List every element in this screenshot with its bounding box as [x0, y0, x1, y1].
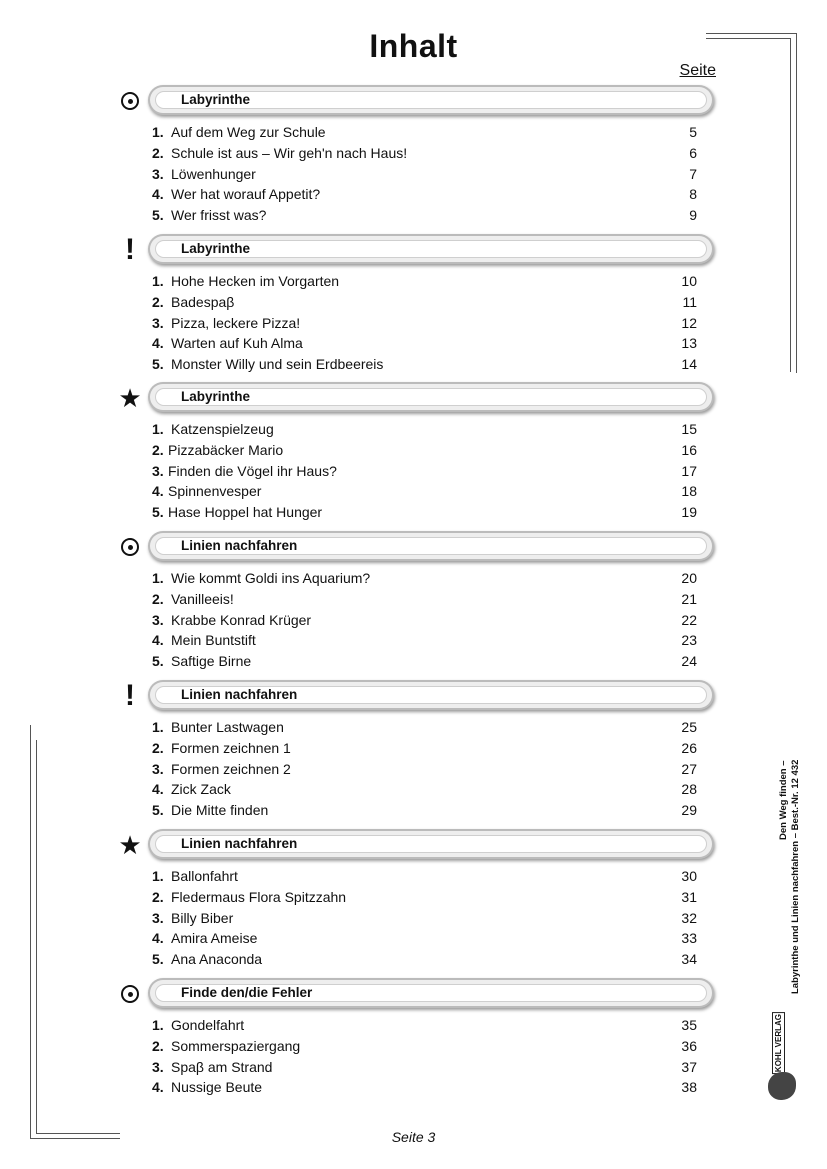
toc-items [152, 419, 697, 522]
entry-title: Fledermaus Flora Spitzzahn [171, 889, 347, 906]
entry-number: 5. [152, 207, 164, 224]
entry-number: 5. [152, 653, 164, 670]
circle-dot-icon [118, 980, 142, 1008]
toc-entry [152, 1056, 697, 1077]
entry-number: 4. [152, 335, 164, 352]
section-banner [150, 831, 712, 857]
toc-entry [152, 651, 697, 672]
toc-entry [152, 163, 697, 184]
page-column-header: Seite [679, 62, 716, 79]
section-banner [150, 980, 712, 1006]
toc-entry [152, 717, 697, 738]
section-heading: Labyrinthe [181, 92, 251, 107]
toc-entry [152, 779, 697, 800]
entry-title: Wer frisst was? [171, 207, 267, 224]
entry-title: Spaβ am Strand [171, 1058, 273, 1075]
entry-page-number: 16 [681, 442, 697, 459]
entry-page-number: 18 [681, 483, 697, 500]
entry-page-number: 35 [681, 1017, 697, 1034]
entry-title: Finden die Vögel ihr Haus? [168, 462, 337, 479]
entry-page-number: 15 [681, 421, 697, 438]
toc-entry [152, 122, 697, 143]
page-footer: Seite 3 [391, 1129, 436, 1145]
entry-page-number: 33 [681, 930, 697, 947]
entry-page-number: 8 [689, 186, 697, 203]
star-icon: ★ [118, 383, 142, 413]
entry-title: Krabbe Konrad Krüger [171, 611, 312, 628]
entry-number: 1. [152, 124, 164, 141]
entry-title: Die Mitte finden [171, 802, 269, 819]
toc-items [152, 1015, 697, 1098]
entry-page-number: 19 [681, 504, 697, 521]
publisher-name: KOHL VERLAG [774, 1013, 783, 1072]
entry-title: Formen zeichnen 1 [171, 740, 291, 757]
entry-title: Vanilleeis! [171, 591, 234, 608]
publisher-sidebar [760, 760, 820, 1100]
entry-page-number: 29 [681, 802, 697, 819]
entry-page-number: 6 [689, 145, 697, 162]
exclamation-icon: ! [125, 679, 135, 712]
entry-title: Gondelfahrt [171, 1017, 245, 1034]
entry-title: Monster Willy und sein Erdbeereis [171, 356, 384, 373]
entry-title: Hohe Hecken im Vorgarten [171, 273, 340, 290]
entry-page-number: 25 [681, 719, 697, 736]
toc-entry [152, 949, 697, 970]
entry-page-number: 27 [681, 760, 697, 777]
entry-number: 1. [152, 421, 164, 438]
entry-title: Formen zeichnen 2 [171, 760, 291, 777]
entry-page-number: 13 [681, 335, 697, 352]
entry-number: 5. [152, 802, 164, 819]
entry-page-number: 7 [689, 165, 697, 182]
toc-entry [152, 292, 697, 313]
entry-number: 3. [152, 462, 164, 479]
entry-title: Ana Anaconda [171, 951, 263, 968]
entry-number: 5. [152, 356, 164, 373]
entry-page-number: 11 [682, 294, 697, 311]
entry-page-number: 17 [681, 462, 697, 479]
section-banner [150, 384, 712, 410]
toc-entry [152, 460, 697, 481]
section-heading: Linien nachfahren [181, 687, 298, 702]
toc-entry [152, 589, 697, 610]
toc-entry [152, 609, 697, 630]
entry-title: Mein Buntstift [171, 632, 256, 649]
section-heading: Finde den/die Fehler [181, 985, 313, 1000]
section-banner [150, 236, 712, 262]
entry-title: Hase Hoppel hat Hunger [168, 504, 323, 521]
toc-entry [152, 928, 697, 949]
toc-entry [152, 1077, 697, 1098]
entry-number: 1. [152, 719, 164, 736]
entry-title: Nussige Beute [171, 1079, 263, 1096]
entry-number: 3. [152, 909, 164, 926]
frame-line-left [30, 725, 31, 1138]
entry-page-number: 24 [681, 653, 697, 670]
toc-entry [152, 333, 697, 354]
entry-title: Wie kommt Goldi ins Aquarium? [171, 570, 371, 587]
section-banner [150, 87, 712, 113]
entry-page-number: 34 [681, 951, 697, 968]
entry-title: Katzenspielzeug [171, 421, 274, 438]
toc-entry [152, 568, 697, 589]
entry-number: 3. [152, 314, 164, 331]
entry-page-number: 28 [681, 781, 697, 798]
publisher-logo-icon [768, 1072, 796, 1100]
toc-entry [152, 1036, 697, 1057]
entry-number: 1. [152, 868, 164, 885]
entry-page-number: 22 [681, 611, 697, 628]
entry-page-number: 26 [681, 740, 697, 757]
frame-line-left-inner [36, 740, 37, 1133]
entry-number: 2. [152, 1038, 164, 1055]
toc-entry [152, 143, 697, 164]
entry-title: Ballonfahrt [171, 868, 238, 885]
entry-page-number: 20 [681, 570, 697, 587]
entry-number: 1. [152, 570, 164, 587]
frame-line-right-inner [790, 38, 791, 372]
entry-page-number: 30 [681, 868, 697, 885]
entry-number: 1. [152, 1017, 164, 1034]
entry-page-number: 9 [689, 207, 697, 224]
section-heading: Linien nachfahren [181, 538, 298, 553]
section-heading: Linien nachfahren [181, 836, 298, 851]
star-icon: ★ [118, 830, 142, 860]
toc-entry [152, 354, 697, 375]
toc-entry [152, 502, 697, 523]
toc-entry [152, 312, 697, 333]
toc-items [152, 271, 697, 374]
entry-number: 4. [152, 632, 164, 649]
entry-title: Amira Ameise [171, 930, 258, 947]
entry-title: Wer hat worauf Appetit? [171, 186, 321, 203]
entry-title: Sommerspaziergang [171, 1038, 301, 1055]
entry-number: 5. [152, 504, 164, 521]
entry-number: 2. [152, 145, 164, 162]
toc-entry [152, 630, 697, 651]
toc-entry [152, 866, 697, 887]
entry-number: 4. [152, 781, 164, 798]
entry-number: 4. [152, 1079, 164, 1096]
toc-entry [152, 738, 697, 759]
section-banner [150, 682, 712, 708]
entry-title: Löwenhunger [171, 165, 256, 182]
entry-title: Pizzabäcker Mario [168, 442, 284, 459]
entry-page-number: 32 [681, 909, 697, 926]
toc-entry [152, 1015, 697, 1036]
entry-page-number: 14 [681, 356, 697, 373]
toc-entry [152, 887, 697, 908]
section-banner [150, 533, 712, 559]
entry-page-number: 23 [681, 632, 697, 649]
entry-page-number: 31 [681, 889, 697, 906]
entry-number: 2. [152, 591, 164, 608]
entry-page-number: 36 [681, 1038, 697, 1055]
toc-items [152, 866, 697, 969]
entry-number: 5. [152, 951, 164, 968]
circle-dot-icon [118, 533, 142, 561]
toc-items [152, 568, 697, 671]
entry-number: 4. [152, 930, 164, 947]
entry-number: 3. [152, 611, 164, 628]
entry-title: Pizza, leckere Pizza! [171, 314, 301, 331]
entry-number: 2. [152, 889, 164, 906]
circle-dot-icon [118, 87, 142, 115]
entry-page-number: 21 [681, 591, 697, 608]
entry-number: 1. [152, 273, 164, 290]
entry-page-number: 10 [681, 273, 697, 290]
frame-line-right [796, 33, 797, 373]
entry-title: Auf dem Weg zur Schule [171, 124, 326, 141]
entry-title: Spinnenvesper [168, 483, 262, 500]
sidebar-line-2: Labyrinthe und Linien nachfahren – Best.-Nr. 12 432 [790, 760, 801, 995]
section-heading: Labyrinthe [181, 241, 251, 256]
entry-page-number: 12 [681, 314, 697, 331]
entry-number: 4. [152, 186, 164, 203]
entry-title: Badespaβ [171, 294, 235, 311]
sidebar-line-1: Den Weg finden – [778, 760, 789, 840]
exclamation-icon: ! [125, 233, 135, 266]
entry-number: 2. [152, 294, 164, 311]
toc-entry [152, 440, 697, 461]
entry-title: Saftige Birne [171, 653, 252, 670]
entry-page-number: 5 [689, 124, 697, 141]
entry-number: 3. [152, 1058, 164, 1075]
entry-page-number: 37 [681, 1058, 697, 1075]
toc-entry [152, 758, 697, 779]
entry-title: Billy Biber [171, 909, 234, 926]
section-heading: Labyrinthe [181, 389, 251, 404]
entry-number: 2. [152, 442, 164, 459]
toc-entry [152, 481, 697, 502]
entry-title: Bunter Lastwagen [171, 719, 284, 736]
toc-entry [152, 419, 697, 440]
entry-number: 4. [152, 483, 164, 500]
toc-entry [152, 184, 697, 205]
entry-title: Warten auf Kuh Alma [171, 335, 303, 352]
toc-entry [152, 800, 697, 821]
entry-number: 3. [152, 760, 164, 777]
entry-number: 2. [152, 740, 164, 757]
toc-entry [152, 205, 697, 226]
toc-items [152, 122, 697, 225]
entry-number: 3. [152, 165, 164, 182]
entry-title: Schule ist aus – Wir geh'n nach Haus! [171, 145, 408, 162]
toc-entry [152, 907, 697, 928]
entry-title: Zick Zack [171, 781, 231, 798]
toc-items [152, 717, 697, 820]
entry-page-number: 38 [681, 1079, 697, 1096]
toc-entry [152, 271, 697, 292]
page-title: Inhalt [369, 28, 458, 64]
